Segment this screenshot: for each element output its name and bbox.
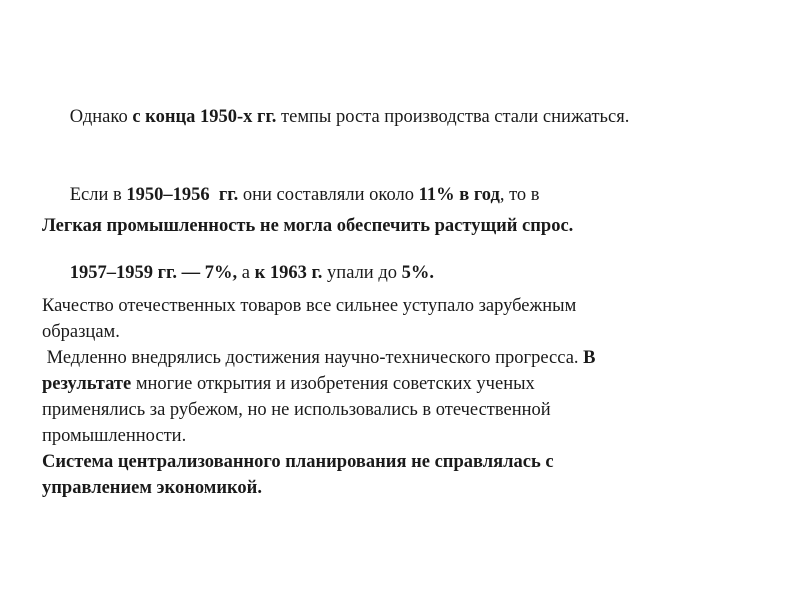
- text-run-bold: 11% в год: [418, 185, 500, 205]
- text-run: упали до: [322, 263, 402, 283]
- text-run: образцам.: [42, 322, 120, 342]
- text-run: Медленно внедрялись достижения научно-технического прогресса.: [42, 348, 584, 368]
- text-line: [42, 371, 742, 397]
- text-run: , то в: [499, 185, 540, 205]
- paragraph-growth-decline: [42, 78, 742, 312]
- text-run: а: [237, 263, 255, 283]
- text-run-bold: 5%.: [401, 263, 434, 283]
- text-run: Если в: [69, 185, 127, 205]
- text-line: [42, 293, 742, 319]
- paragraph-quality-lag: [42, 293, 742, 501]
- text-run-bold: результате: [42, 374, 132, 394]
- text-line: [42, 449, 742, 475]
- text-run-bold: управлением экономикой.: [42, 478, 262, 498]
- text-run-bold: 1950–1956 гг.: [126, 185, 239, 205]
- text-run-bold: к 1963 г.: [254, 263, 323, 283]
- text-line: [42, 345, 742, 371]
- text-run: темпы роста производства стали снижаться.: [276, 107, 630, 127]
- text-line: [42, 319, 742, 345]
- paragraph-light-industry: [42, 213, 742, 239]
- text-run: многие открытия и изобретения советских ученых: [131, 374, 535, 394]
- text-run-bold: 1957–1959 гг. — 7%,: [69, 263, 238, 283]
- text-run-bold: Легкая промышленность не могла обеспечить растущий спрос.: [42, 216, 574, 236]
- text-run: Однако: [69, 107, 133, 127]
- text-run: Качество отечественных товаров все сильнее уступало зарубежным: [42, 296, 577, 316]
- text-line: [42, 423, 742, 449]
- text-run: промышленности.: [42, 426, 187, 446]
- text-run-bold: с конца 1950-х гг.: [132, 107, 277, 127]
- text-run-bold: Система централизованного планирования не справлялась с: [42, 452, 554, 472]
- text-run: они составляли около: [238, 185, 419, 205]
- text-run: применялись за рубежом, но не использовались в отечественной: [42, 400, 551, 420]
- text-line: [42, 397, 742, 423]
- text-line: [42, 475, 742, 501]
- text-line: [42, 78, 742, 156]
- text-run-bold: В: [583, 348, 596, 368]
